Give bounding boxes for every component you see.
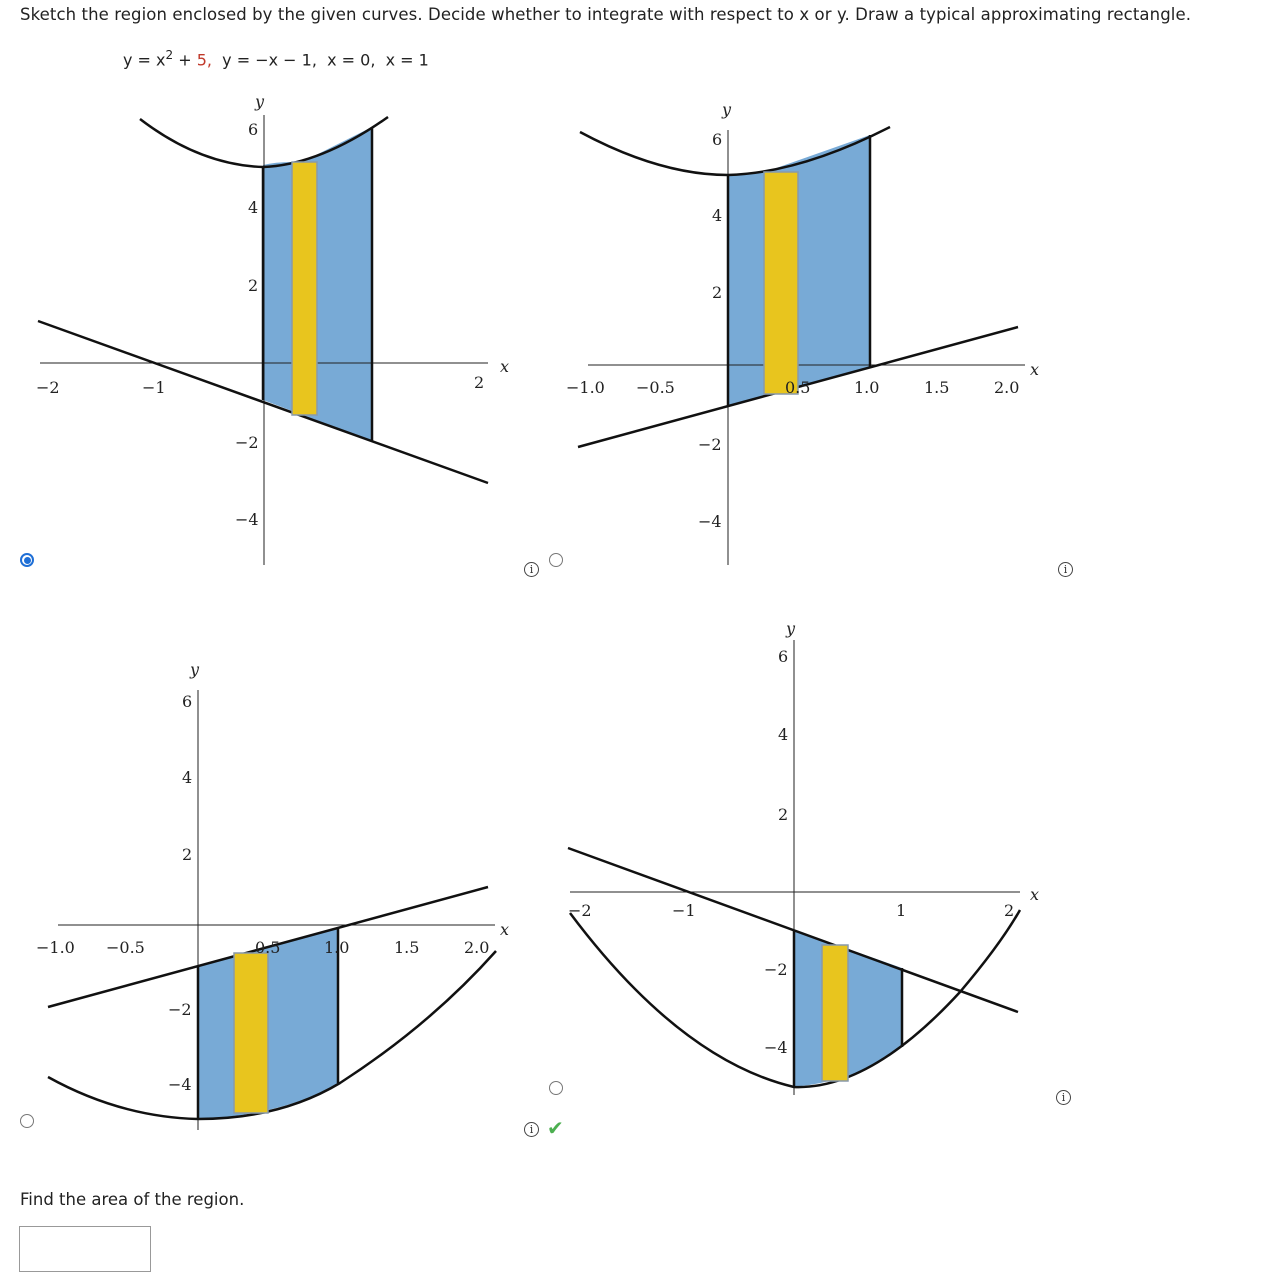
option-2-radio[interactable] [549,553,563,567]
find-area-label: Find the area of the region. [20,1190,245,1209]
x-tick-label: 0.5 [255,938,281,957]
y-tick-label: 4 [182,768,193,787]
x-tick-label: −1 [142,378,166,397]
y-axis-label: y [722,100,732,119]
x-tick-label: 2.0 [464,938,490,957]
y-tick-label: 2 [712,283,723,302]
x-tick-label: −2 [568,901,592,920]
graph-option-2 [560,95,1040,585]
y-tick-label: 2 [182,845,193,864]
x-tick-label: 1.0 [854,378,880,397]
check-icon: ✔ [547,1116,564,1140]
x-tick-label: 1.5 [924,378,950,397]
y-tick-label: 4 [778,725,789,744]
y-tick-label: −2 [235,433,259,452]
x-tick-label: 2 [1004,901,1015,920]
y-tick-label: −4 [235,510,259,529]
y-tick-label: 2 [248,276,259,295]
info-icon[interactable]: i [1058,562,1073,577]
graph-option-1 [30,85,520,575]
info-icon[interactable]: i [1056,1090,1071,1105]
x-axis-label: x [1030,885,1040,904]
x-tick-label: −1 [672,901,696,920]
graph-option-4 [560,610,1040,1100]
option-3-radio[interactable] [20,1114,34,1128]
x-tick-label: 0.5 [785,378,811,397]
y-axis-label: y [786,619,796,638]
y-axis-label: y [255,92,265,111]
x-tick-label: 1.0 [324,938,350,957]
y-tick-label: −4 [698,512,722,531]
y-tick-label: −2 [698,435,722,454]
x-axis-label: x [500,357,510,376]
y-tick-label: 6 [182,692,193,711]
y-tick-label: 4 [248,198,259,217]
y-tick-label: 6 [248,120,259,139]
option-1-radio[interactable] [20,553,34,567]
x-tick-label: −0.5 [106,938,145,957]
y-tick-label: 6 [778,647,789,666]
info-icon[interactable]: i [524,562,539,577]
x-tick-label: −1.0 [566,378,605,397]
y-tick-label: −4 [168,1075,192,1094]
y-tick-label: −4 [764,1038,788,1057]
y-tick-label: 4 [712,206,723,225]
x-tick-label: 1 [896,901,907,920]
x-tick-label: 1.5 [394,938,420,957]
x-tick-label: −2 [36,378,60,397]
x-axis-label: x [500,920,510,939]
y-tick-label: 6 [712,130,723,149]
x-tick-label: −0.5 [636,378,675,397]
y-tick-label: −2 [168,1000,192,1019]
y-tick-label: 2 [778,805,789,824]
x-axis-label: x [1030,360,1040,379]
equations: $y = x^2 + 5$, y = −x − 1, x = 0, x = 1 [123,48,429,70]
info-icon[interactable]: i [524,1122,539,1137]
y-axis-label: y [190,660,200,679]
graph-option-3 [30,655,510,1135]
area-answer-input[interactable] [19,1226,151,1272]
x-tick-label: 2.0 [994,378,1020,397]
x-tick-label: −1.0 [36,938,75,957]
x-tick-label: 2 [474,373,485,392]
problem-prompt: Sketch the region enclosed by the given curves. Decide whether to integrate with respect to x or y. Draw a typical approximating rectangle. [20,5,1192,24]
y-tick-label: −2 [764,960,788,979]
